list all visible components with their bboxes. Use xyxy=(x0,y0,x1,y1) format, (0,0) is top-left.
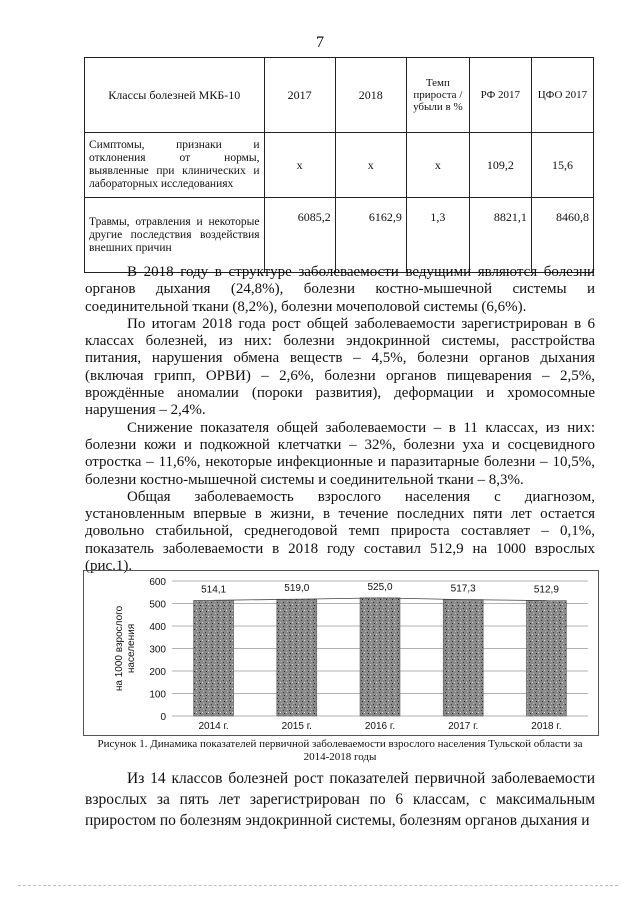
table-cell: 1,3 xyxy=(406,198,469,273)
table-cell: 8460,8 xyxy=(531,198,593,273)
y-tick-label: 400 xyxy=(149,622,166,633)
x-tick-label: 2017 г. xyxy=(448,721,479,732)
table-header-cell: 2017 xyxy=(264,58,335,133)
table-cell: 8821,1 xyxy=(469,198,531,273)
scan-footer-marks xyxy=(18,885,618,890)
table-header-cell: Темп прироста /убыли в % xyxy=(406,58,469,133)
table-cell: x xyxy=(264,133,335,198)
table-cell: x xyxy=(335,133,406,198)
table-cell: x xyxy=(406,133,469,198)
body-text xyxy=(85,264,595,575)
table-header-cell: ЦФО 2017 xyxy=(531,58,593,133)
y-tick-label: 300 xyxy=(149,644,166,656)
morbidity-chart xyxy=(83,570,599,736)
bar-value-label: 525,0 xyxy=(367,581,393,593)
x-tick-label: 2015 г. xyxy=(281,721,312,732)
bar-value-label: 514,1 xyxy=(201,584,227,596)
page-number: 7 xyxy=(316,34,324,51)
bar xyxy=(194,600,234,716)
y-tick-label: 600 xyxy=(149,577,166,588)
paragraph: Из 14 классов болезней рост показателей первичной заболеваемости взрослых за пять лет зарегистрирован по 6 классам, с максимальным приростом по болезням эндокринной системы, болезням органов дыхания и xyxy=(85,770,595,829)
y-tick-label: 0 xyxy=(160,712,166,723)
table-row xyxy=(85,198,594,273)
figure-caption: Рисунок 1. Динамика показателей первичной заболеваемости взрослого населения Тульской области за 2014-2018 годы xyxy=(97,738,583,763)
table-header-cell: РФ 2017 xyxy=(469,58,531,133)
table-header-cell: 2018 xyxy=(335,58,406,133)
table-row xyxy=(85,133,594,198)
table-header-cell: Классы болезней МКБ-10 xyxy=(85,58,265,133)
chart-svg xyxy=(84,571,598,735)
x-tick-label: 2016 г. xyxy=(364,721,396,732)
table-header-row xyxy=(85,58,594,133)
table-cell: 109,2 xyxy=(469,133,531,198)
paragraph: В 2018 году в структуре заболеваемости ведущими являются болезни органов дыхания (24,8%), болезни костно-мышечной системы и соединительной ткани (8,2%), болезни мочеполовой системы (6,6%). xyxy=(85,264,595,315)
table-cell: Травмы, отравления и некоторые другие последствия воздействия внешних причин xyxy=(85,198,265,273)
table-cell: Симптомы, признаки и отклонения от нормы, выявленные при клинических и лабораторных исследованиях xyxy=(85,133,265,198)
table-cell: 15,6 xyxy=(531,133,593,198)
y-tick-label: 200 xyxy=(149,667,166,678)
table-cell: 6162,9 xyxy=(335,198,406,273)
y-axis-label: на 1000 взрослогонаселения xyxy=(114,605,137,692)
y-tick-label: 100 xyxy=(149,689,166,701)
bar-value-label: 512,9 xyxy=(533,584,559,596)
paragraph: По итогам 2018 года рост общей заболеваемости зарегистрирован в 6 классах болезней, из них: болезни эндокринной системы, расстройства питания, нарушения обмена веществ – 4,5%, болезни органов дыхания (включая грипп, ОРВИ) – 2,6%, болезни органов пищеварения – 2,5%, врождённые аномалии (пороки развития), деформации и хромосомные нарушения – 2,4%. xyxy=(85,315,595,419)
closing-text xyxy=(85,768,595,831)
morbidity-table xyxy=(84,57,594,273)
x-tick-label: 2014 г. xyxy=(198,721,229,732)
bar xyxy=(443,600,483,716)
bar xyxy=(360,598,400,716)
y-tick-label: 500 xyxy=(149,599,166,611)
bar-value-label: 519,0 xyxy=(284,583,310,595)
bar xyxy=(526,601,566,716)
bar xyxy=(277,599,317,716)
paragraph: Общая заболеваемость взрослого населения с диагнозом, установленным впервые в жизни, в течение последних пяти лет остается довольно стабильной, среднегодовой темп прироста составляет – 0,1%, показатель заболеваемости в 2018 году составил 512,9 на 1000 взрослых (рис.1). xyxy=(85,488,595,575)
table-cell: 6085,2 xyxy=(264,198,335,273)
bar-value-label: 517,3 xyxy=(450,583,476,595)
x-tick-label: 2018 г. xyxy=(531,721,562,732)
paragraph: Снижение показателя общей заболеваемости – в 11 классах, из них: болезни кожи и подкожной клетчатки – 32%, болезни уха и сосцевидного отростка – 11,6%, некоторые инфекционные и паразитарные болезни – 10,5%, болезни костно-мышечной системы и соединительной ткани – 8,3%. xyxy=(85,419,595,488)
